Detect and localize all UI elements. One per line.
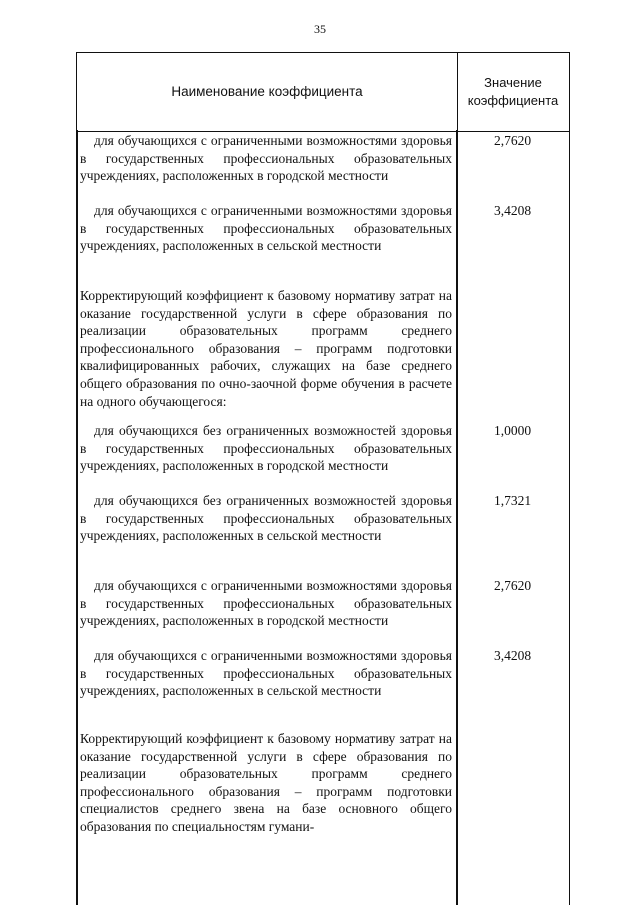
row-value: 1,7321 xyxy=(493,493,532,508)
row-name: для обучающихся без ограниченных возможностей здоровья в государственных профессиональных образовательных учреждениях, расположенных в сельской местности xyxy=(80,493,452,544)
row-value: 1,0000 xyxy=(493,423,532,438)
coefficient-table xyxy=(76,52,570,905)
header-name-cell: Наименование коэффициента xyxy=(171,84,363,99)
table-header xyxy=(76,52,570,132)
row-value: 3,4208 xyxy=(493,648,532,663)
row-value: 3,4208 xyxy=(493,203,532,218)
table-right-border xyxy=(569,130,571,905)
row-heading-text: Корректирующий коэффициент к базовому нормативу затрат на оказание государственной услуги в сфере образования по реализации образовательных программ среднего профессионального образования – программ подготовки специалистов среднего звена на базе основного общего образования по специальностям гумани- xyxy=(80,731,452,834)
header-value-cell xyxy=(457,53,568,130)
row-heading-text: Корректирующий коэффициент к базовому нормативу затрат на оказание государственной услуги в сфере образования по реализации образовательных программ среднего профессионального образования – программ подготовки квалифицированных рабочих, служащих на базе среднего общего образования по очно-заочной форме обучения в расчете на одного обучающегося: xyxy=(80,288,452,409)
row-name: для обучающихся с ограниченными возможностями здоровья в государственных профессиональных образовательных учреждениях, расположенных в городской местности xyxy=(80,133,452,184)
row-value: 2,7620 xyxy=(493,133,532,148)
row-name: для обучающихся с ограниченными возможностями здоровья в государственных профессиональных образовательных учреждениях, расположенных в сельской местности xyxy=(80,203,452,254)
table-column-divider xyxy=(456,130,458,905)
row-value: 2,7620 xyxy=(493,578,532,593)
row-name: для обучающихся без ограниченных возможностей здоровья в государственных профессиональных образовательных учреждениях, расположенных в городской местности xyxy=(80,423,452,474)
header-value-line1: Значение xyxy=(484,74,542,90)
table-left-border xyxy=(76,130,78,905)
row-name: для обучающихся с ограниченными возможностями здоровья в государственных профессиональных образовательных учреждениях, расположенных в сельской местности xyxy=(80,648,452,699)
page-number: 35 xyxy=(314,22,326,36)
row-name: для обучающихся с ограниченными возможностями здоровья в государственных профессиональных образовательных учреждениях, расположенных в городской местности xyxy=(80,578,452,629)
header-value-line2: коэффициента xyxy=(467,92,559,108)
